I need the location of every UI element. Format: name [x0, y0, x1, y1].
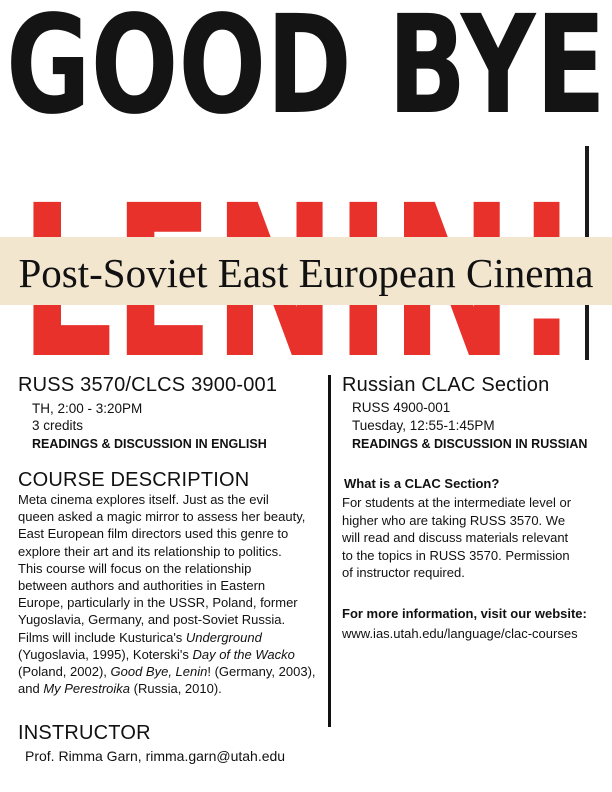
- description-text: (Yugoslavia, 1995), Koterski's: [18, 646, 193, 662]
- instructor-heading: INSTRUCTOR: [18, 722, 151, 744]
- description-line: [18, 680, 326, 697]
- film-title: Day of the Wacko: [192, 646, 295, 662]
- description-line: explore their art and its relationship to politics.: [18, 543, 282, 559]
- course-description: [18, 491, 326, 697]
- more-info-label: For more information, visit our website:: [342, 606, 587, 621]
- clac-heading: Russian CLAC Section: [342, 374, 550, 396]
- description-text: (Russia, 2010).: [130, 681, 222, 697]
- poster-title-good-bye: [0, 0, 612, 124]
- film-title: Good Bye, Lenin: [110, 664, 208, 680]
- clac-language: READINGS & DISCUSSION IN RUSSIAN: [352, 437, 588, 451]
- page-title: Post-Soviet East European Cinema: [18, 250, 594, 296]
- description-text: (Poland, 2002),: [18, 664, 111, 680]
- clac-answer-line: For students at the intermediate level or: [342, 495, 572, 510]
- course-code-heading: RUSS 3570/CLCS 3900-001: [18, 374, 278, 396]
- description-text: Films will include Kusturica's: [18, 629, 186, 645]
- description-line: East European film directors used this genre to: [18, 526, 289, 542]
- website-link[interactable]: www.ias.utah.edu/language/clac-courses: [342, 626, 578, 641]
- poster-title-top-text: GOOD BYE: [6, 0, 606, 124]
- description-line: Europe, particularly in the USSR, Poland, former: [18, 595, 298, 611]
- description-line: queen asked a magic mirror to assess her beauty,: [18, 509, 306, 525]
- instructor-info: Prof. Rimma Garn, rimma.garn@utah.edu: [25, 748, 286, 764]
- course-language: READINGS & DISCUSSION IN ENGLISH: [32, 437, 267, 451]
- description-line: Meta cinema explores itself. Just as the evil: [18, 492, 269, 507]
- clac-answer-line: higher who are taking RUSS 3570. We: [342, 512, 566, 528]
- poster-image: [0, 0, 612, 360]
- clac-course-code: RUSS 4900-001: [352, 400, 451, 415]
- description-text: and: [18, 681, 44, 697]
- film-title: Underground: [185, 629, 262, 645]
- course-description-heading: COURSE DESCRIPTION: [18, 469, 250, 491]
- clac-answer-line: will read and discuss materials relevant: [342, 530, 569, 546]
- column-divider: [328, 375, 331, 727]
- description-line: between authors and authorities in Eastern: [18, 578, 266, 594]
- description-text: ! (Germany, 2003),: [207, 664, 316, 680]
- description-line: [18, 646, 326, 663]
- description-line: This course will focus on the relationship: [18, 560, 252, 576]
- clac-question: What is a CLAC Section?: [344, 476, 500, 491]
- description-line: [18, 663, 326, 680]
- description-line: Yugoslavia, Germany, and post-Soviet Russia.: [18, 612, 286, 628]
- course-credits: 3 credits: [32, 418, 84, 433]
- clac-answer-line: to the topics in RUSS 3570. Permission: [342, 547, 570, 563]
- description-line: [18, 629, 326, 646]
- course-time: TH, 2:00 - 3:20PM: [32, 401, 143, 416]
- clac-time: Tuesday, 12:55-1:45PM: [352, 418, 495, 433]
- clac-answer-line: of instructor required.: [342, 565, 465, 581]
- clac-answer: [342, 494, 610, 582]
- film-title: My Perestroika: [43, 681, 131, 697]
